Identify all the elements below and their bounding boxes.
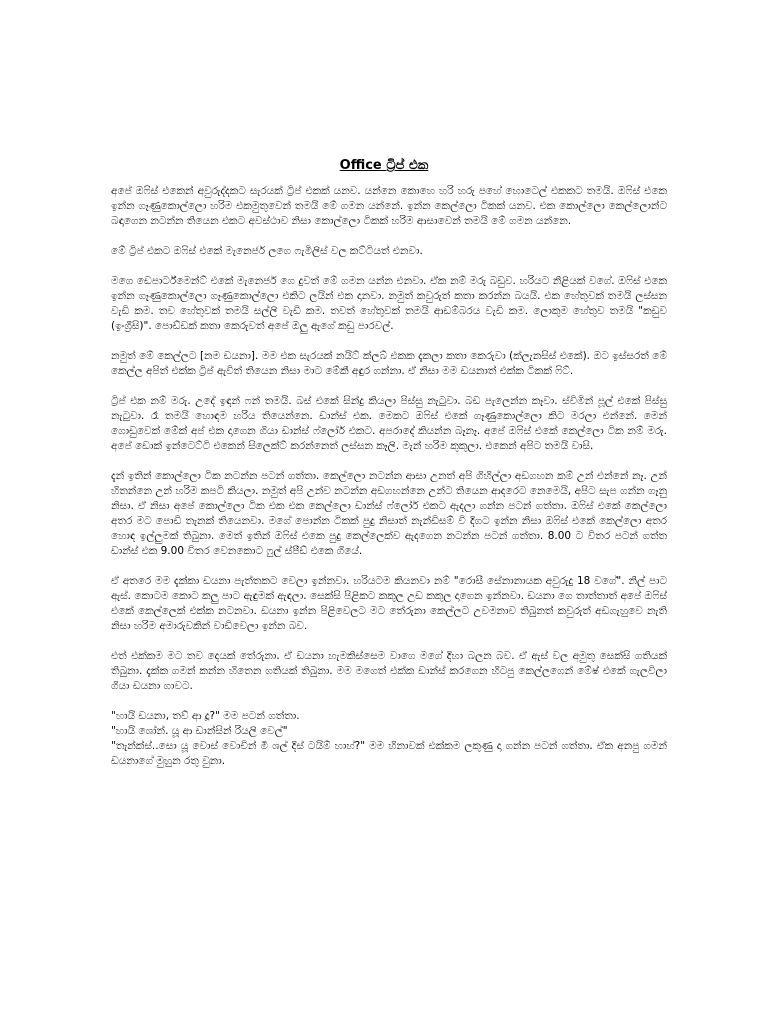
document-body — [111, 184, 667, 769]
paragraph: නමුත් මේ කෙල්ලට [නම ඩයනා]. මම එක සැරයක් නයිට් ක්ලබ් එකක දැකලා කතා කෙරුවා (ක්ලැනසිස් එකේ). ඔට ඉස්සරත් මේ කෙල්ල අපිත් එක්ක ට්‍රිප් ඇවිත් තියෙන නිසා මාට මේකී අඳුර ගන්නා. ඒ නිසා මම ඩයනාත් එක්ක ටිකක් ෆිට්. — [111, 350, 667, 377]
paragraph: ට්‍රිප් එක නම් මරු. උදේ ඉඳන් ෆන් තමයි. බස් එකේ සින්දු කියලා පිස්සු නැටුවා. බඩ පැලෙන්න කෑවා. ස්විමින් පූල් එකේ පිස්සු නැටුවා. රෑ තමයි හොඳම හරිය තියෙන්නෙ. ඩාන්ස් එක. මෙකට ඔෆිස් එකේ ගෑණුකොල්ලො කිට මරලා එන්නේ. මෙන් ගොඩුවෙක් මේක් අප් එක දාගෙන ගියා ඩාන්ස් ෆ්ලෝර් එකට. අපරාදේ කියන්න බෑනෑ. අපේ ඔෆිස් එකේ කෙල්ලො ටික නම් මරු. අපේ ඩොක් ඉන්ටෙට්ටි එකෙන් සිලෙක්ට් කරන්නෙත් ලස්සන කෑලි. මැන් හරිම කුකුලා. එකෙන් අපිට තමයි වාසි. — [111, 395, 667, 452]
paragraph: දැන් ඉතින් කොල්ලො ටික නටන්න පටන් ගත්තා. කෙල්ලො නටන්න ආසා උනත් අපි ගිහිල්ලා අඩගහන කම් උන් එන්නේ නෑ. උන් හිතන්නෙ උන් හරිම කපටි කියලා. නමුත් අපි උන්ව නටන්න අඩගහන්නෙ උන්ට තියෙන ආදරෙට නෙමෙයි, අපිට සැප ගන්න ගෑනු නිසා. ඒ නිසා අපේ කොල්ලො ටික එක එක කෙල්ලො ඩාන්ස් ෆ්ලෝර් එකට ඇදලා ගන්න පටන් ගත්තා. ඔෆිස් එකේ කෙල්ලො අතර මට පොඩි තැනක් තියෙනවා. මගේ පොන්න ටිකක් පුදු නිසාත් නැන්ඩිසම් වි දිගට ඉන්න නිසා ඔෆිස් එකේ කෙල්ලො අතර හොඳ ඉල්ලුමක් තිබුනා. මෙත් ඉතින් ඔෆිස් එකෙ පුදු කෙල්ලෙක්ව ඇදගෙන නටන්න පටන් ගත්තා. 8.00 ට විතර පටන් ගත්ත ඩාන්ස් එක 9.00 විතර වෙනකොට ෆුල් ස්පීඩ් එකෙ ගියේ. — [111, 470, 667, 557]
paragraph: මගෙ ඩෙපාර්ට්මෙන්ට් එකේ මැනෙජර් ගෙ දුවත් මේ ගමන යන්න එනවා. ඒක නම් මරු බඩුව. හරියට නිළියක් වගේ. ඔෆිස් එකෙ ඉන්න ගෑණුකොල්ලො ගෑණුකොල්ලො එකිට ලයින් එක දානවා. නමුත් කවුරුත් කතා කරන්න බයයි. එක හේතුවක් තමයි ලස්සන වැඩි කම. තව හේතුවක් තමයි සල්ලි වැඩි කම. තවත් හේතුවක් තමයි ආඩම්බරය වැඩි කම. ලොකුම හේතුව තමයි "කඩුව (ඉංග්‍රීසි)". පොඩ්ඩක් කතා කෙරුවත් අපේ ඔලු ඇගේ කඩු පාරවල්. — [111, 275, 667, 332]
paragraph: ඒ අතරෙ මම දැක්කා ඩයනා පැත්තකට වෙලා ඉන්නවා. හරියටම කියනවා නම් "රොසී සේනානායක අවුරුදු 18 වගේ". නිල් පාට ඇස්. කොටම කොට කලු පාට ඇඳුමක් ඇඳලා. සෙක්සි පිළිකට කකුල උඩ කකුල දාගෙන ඉන්නවා. ඩයනා ගෙ තාත්තාත් අපේ ඔෆිස් එකේ කෙල්ලෙක් එක්ක නටනවා. ඩයනා ඉන්න පිළිවෙලට මට තේරුනා කෙල්ලට උවමනාව තිබුනත් කවුරුත් අඩගැහුවෙ නැති නිසා හරිම අමාරුවකින් වාඩිවෙලා ඉන්න බව. — [111, 575, 667, 632]
paragraph: මේ ට්‍රිප් එකට ඔෆිස් එකේ මැනෙජර් ලගෙ ෆැමිලිස් වල කට්ටියත් එනවා. — [111, 245, 423, 257]
dialogue-line: "තැන්ක්ස්..සො යූ වොස් වොචින් මී ශල් දිස් ටයිම් හාහ්?" මම හිනාවක් එක්කම ලකුණු දා ගන්න පටන් ගත්තා. ඒක අනපු ගමන් ඩයනාගේ මුහුන රතු වුනා. — [111, 740, 667, 767]
paragraph: එත් එක්කම මට තව දෙයක් තේරුනා. ඒ ඩයනා හැමකිස්සෙම වාගෙ මගේ දිහා බලන බව. ඒ ඇස් වල අමුතු සෙක්සි ගතියක් තිබුනා. දැක්ක ගමන් කන්න හිතෙන ගතියක් තිබුනා. මම මගෙත් එක්ක ඩාන්ස් කරගෙන හිටපු කෙල්ලගෙන් මේෂ් එකේ ගැලවිලා ගියා ඩයනා ගාවට. — [111, 650, 667, 692]
document-title: Office ට්‍රිප් එක — [339, 158, 429, 173]
paragraph: අපේ ඔෆිස් එකෙන් අවුරුද්දකට සැරයක් ට්‍රිප් එකක් යනව. යන්නෙ කොහෙ හරි හරු පහේ හොටෙල් එකකට තමයි. ඔෆිස් එකෙ ඉන්න ගෑණුකොල්ලො හරිම එකමුතුවෙන් තමයි මේ ගමන යන්නේ. ඉන්න කෙල්ලො ටිකක් යනව. එක කොල්ලො කෙල්ලොන්ට බඳාගෙන නටන්න තියෙන එකට අවස්ථාව නිසා කොල්ලො ටිකක් හරිම ආසාවෙන් තමයි මේ ගමන යන්නෙ. — [111, 185, 667, 227]
dialogue-line: "හායි ඩයනා, තව් ආ දූ?" මම පටන් ගත්තා. — [111, 710, 300, 722]
dialogue-line: "හායි ශෝන්. යූ ආ ඩාන්සින් රියලි වෙල්" — [111, 725, 288, 737]
